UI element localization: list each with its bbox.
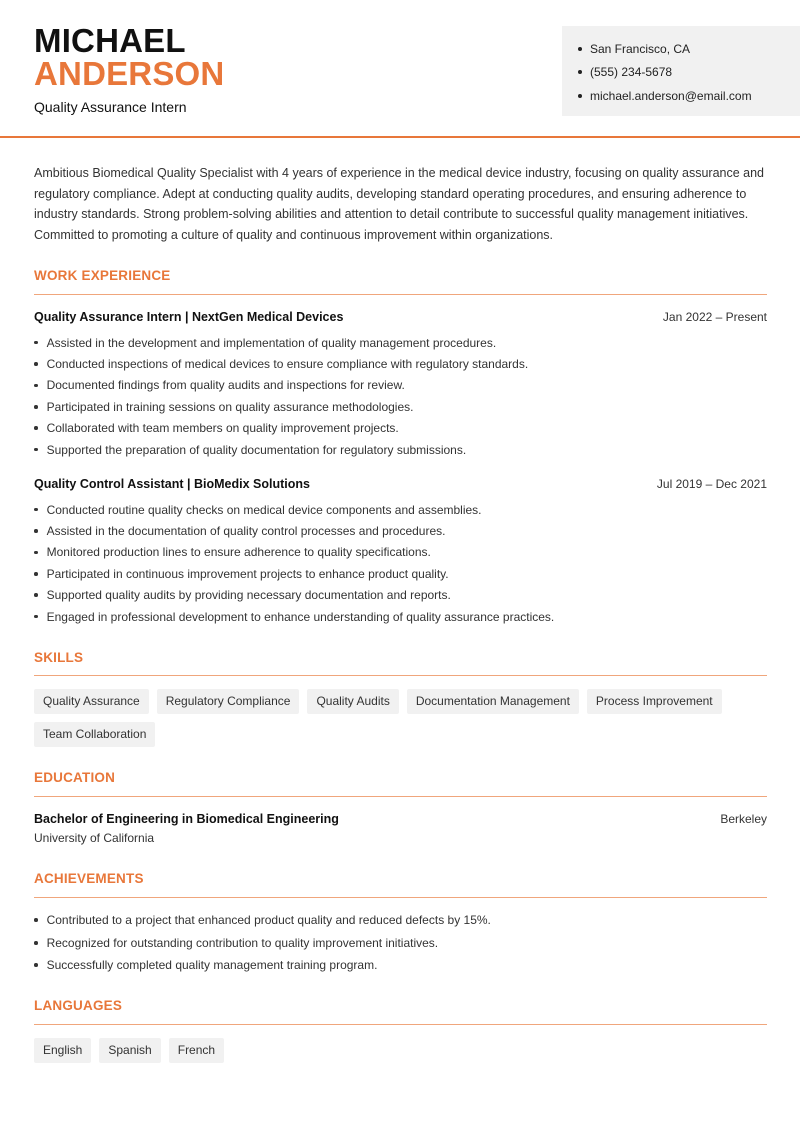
list-item bbox=[34, 396, 767, 417]
bullet-icon bbox=[578, 70, 582, 74]
section-title-achievements: ACHIEVEMENTS bbox=[34, 871, 144, 886]
list-item bbox=[34, 418, 767, 439]
work-entry-bullets bbox=[34, 499, 767, 627]
list-item bbox=[34, 542, 767, 563]
section-title-work: WORK EXPERIENCE bbox=[34, 268, 171, 283]
education-degree: Bachelor of Engineering in Biomedical Engineering bbox=[34, 812, 339, 826]
section-divider bbox=[34, 675, 767, 676]
bullet-text: Assisted in the documentation of quality control processes and procedures. bbox=[46, 524, 446, 539]
list-item bbox=[34, 375, 767, 396]
bullet-icon bbox=[578, 94, 582, 98]
bullet-icon bbox=[34, 963, 38, 967]
list-item bbox=[34, 499, 767, 520]
bullet-text: Participated in continuous improvement projects to enhance product quality. bbox=[46, 566, 449, 581]
bullet-text: Supported quality audits by providing necessary documentation and reports. bbox=[46, 588, 451, 603]
bullet-text: Conducted routine quality checks on medical device components and assemblies. bbox=[46, 502, 482, 517]
skill-chip: Team Collaboration bbox=[34, 722, 155, 747]
first-name: MICHAEL bbox=[34, 22, 186, 59]
bullet-text: Supported the preparation of quality documentation for regulatory submissions. bbox=[46, 442, 467, 457]
resume-header bbox=[0, 0, 800, 138]
bullet-icon bbox=[34, 572, 38, 576]
language-chip: Spanish bbox=[99, 1038, 160, 1063]
bullet-icon bbox=[34, 405, 38, 409]
skill-chip: Documentation Management bbox=[407, 689, 579, 714]
bullet-icon bbox=[34, 593, 38, 597]
section-title-education: EDUCATION bbox=[34, 770, 116, 785]
list-item bbox=[34, 332, 767, 353]
education-school: University of California bbox=[34, 831, 155, 845]
skill-chip: Quality Assurance bbox=[34, 689, 149, 714]
languages-list bbox=[34, 1038, 767, 1063]
section-divider bbox=[34, 294, 767, 295]
work-entry-dates: Jan 2022 – Present bbox=[662, 310, 767, 324]
list-item bbox=[34, 353, 767, 374]
bullet-icon bbox=[34, 551, 38, 555]
education-location: Berkeley bbox=[720, 812, 767, 826]
bullet-text: Engaged in professional development to enhance understanding of quality assurance practices. bbox=[46, 609, 555, 624]
bullet-icon bbox=[34, 508, 38, 512]
achievements-list bbox=[34, 909, 767, 977]
education-entry-header bbox=[34, 812, 767, 826]
list-item bbox=[34, 439, 767, 460]
contact-phone bbox=[578, 61, 800, 85]
bullet-icon bbox=[34, 448, 38, 452]
skills-list bbox=[34, 689, 767, 747]
bullet-icon bbox=[34, 341, 38, 345]
list-item bbox=[34, 520, 767, 541]
bullet-text: Assisted in the development and implementation of quality management procedures. bbox=[46, 335, 497, 350]
bullet-icon bbox=[34, 362, 38, 366]
work-entry-title: Quality Assurance Intern | NextGen Medical Devices bbox=[34, 310, 344, 324]
list-item bbox=[34, 932, 767, 955]
work-entry-dates: Jul 2019 – Dec 2021 bbox=[656, 477, 767, 491]
list-item bbox=[34, 606, 767, 627]
section-divider bbox=[34, 897, 767, 898]
list-item bbox=[34, 909, 767, 932]
language-chip: English bbox=[34, 1038, 91, 1063]
bullet-icon bbox=[34, 426, 38, 430]
work-entry-title: Quality Control Assistant | BioMedix Solutions bbox=[34, 477, 310, 491]
bullet-text: Recognized for outstanding contribution to quality improvement initiatives. bbox=[46, 935, 439, 950]
work-entry-header bbox=[34, 477, 767, 491]
section-title-skills: SKILLS bbox=[34, 650, 84, 665]
bullet-text: Collaborated with team members on quality improvement projects. bbox=[46, 421, 399, 436]
work-entry-bullets bbox=[34, 332, 767, 460]
list-item bbox=[34, 954, 767, 977]
bullet-text: Conducted inspections of medical devices to ensure compliance with regulatory standards. bbox=[46, 357, 529, 372]
last-name: ANDERSON bbox=[34, 55, 225, 92]
email-text: michael.anderson@email.com bbox=[590, 88, 752, 103]
contact-location bbox=[578, 37, 800, 61]
skill-chip: Regulatory Compliance bbox=[157, 689, 300, 714]
bullet-text: Monitored production lines to ensure adherence to quality specifications. bbox=[46, 545, 431, 560]
bullet-icon bbox=[34, 615, 38, 619]
bullet-icon bbox=[34, 918, 38, 922]
bullet-icon bbox=[34, 941, 38, 945]
bullet-text: Successfully completed quality management training program. bbox=[46, 958, 378, 973]
section-divider bbox=[34, 1024, 767, 1025]
bullet-icon bbox=[34, 529, 38, 533]
contact-box bbox=[562, 26, 800, 116]
location-text: San Francisco, CA bbox=[590, 41, 691, 56]
list-item bbox=[34, 563, 767, 584]
bullet-icon bbox=[34, 384, 38, 388]
phone-text: (555) 234-5678 bbox=[590, 65, 673, 80]
skill-chip: Process Improvement bbox=[587, 689, 722, 714]
bullet-text: Contributed to a project that enhanced product quality and reduced defects by 15%. bbox=[46, 913, 491, 928]
contact-email bbox=[578, 84, 800, 108]
summary-paragraph: Ambitious Biomedical Quality Specialist with 4 years of experience in the medical device industry, focusing on quality assurance and regulatory compliance. Adept at conducting quality audits, developing standard operating procedures, and ensuring adherence to industry standards. Strong problem-solving abilities and attention to detail contribute to successful quality management initiatives. Committed to promoting a culture of quality and continuous improvement within organizations. bbox=[34, 166, 765, 242]
language-chip: French bbox=[169, 1038, 224, 1063]
section-title-languages: LANGUAGES bbox=[34, 998, 123, 1013]
bullet-text: Participated in training sessions on quality assurance methodologies. bbox=[46, 399, 414, 414]
bullet-text: Documented findings from quality audits and inspections for review. bbox=[46, 378, 405, 393]
work-entry-header bbox=[34, 310, 767, 324]
skill-chip: Quality Audits bbox=[307, 689, 398, 714]
list-item bbox=[34, 585, 767, 606]
section-divider bbox=[34, 796, 767, 797]
bullet-icon bbox=[578, 47, 582, 51]
job-title: Quality Assurance Intern bbox=[34, 99, 187, 115]
